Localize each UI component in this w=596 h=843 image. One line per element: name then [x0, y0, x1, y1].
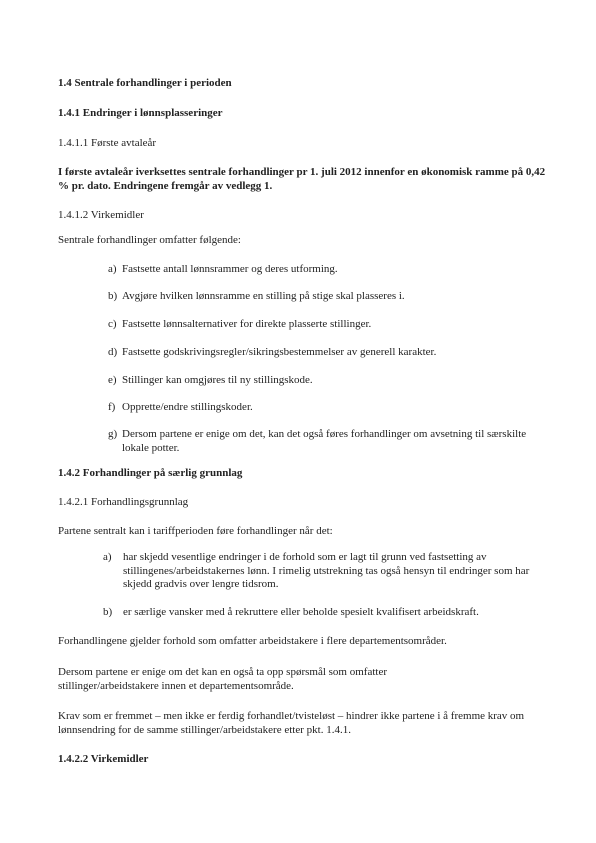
- list-item: [108, 346, 562, 360]
- list-item-text: Fastsette antall lønnsrammer og deres utforming.: [122, 263, 338, 275]
- list-item: [108, 290, 562, 304]
- heading-1-4-2: 1.4.2 Forhandlinger på særlig grunnlag: [58, 467, 243, 479]
- list-item-text: Fastsette godskrivingsregler/sikringsbestemmelser av generell karakter.: [122, 346, 437, 358]
- list-item-label: e): [108, 374, 117, 386]
- list-item-label: a): [108, 263, 117, 275]
- heading-1-4-2-1: 1.4.2.1 Forhandlingsgrunnlag: [58, 496, 189, 508]
- list-item: [108, 318, 562, 332]
- list-item-text: er særlige vansker med å rekruttere eller beholde spesielt kvalifisert arbeidskraft.: [123, 606, 479, 618]
- list-item: [108, 374, 562, 388]
- list-item-label: b): [103, 606, 113, 618]
- list-item-text: Avgjøre hvilken lønnsramme en stilling på stige skal plasseres i.: [122, 290, 405, 302]
- heading-1-4-2-2: 1.4.2.2 Virkemidler: [58, 753, 149, 765]
- list-item-label: f): [108, 401, 116, 413]
- paragraph-negotiations: Forhandlingene gjelder forhold som omfatter arbeidstakere i flere departementsområder.: [58, 635, 447, 647]
- list-item-label: b): [108, 290, 118, 302]
- list-item-text: har skjedd vesentlige endringer i de forhold som er lagt til grunn ved fastsetting av stillingenes/arbeidstakernes lønn. I rimelig utstrekning tas også hensyn til endringer som har skjedd gradvis over lengre tidsrom.: [123, 551, 530, 590]
- paragraph-agree: Dersom partene er enige om det kan en også ta opp spørsmål som omfatter stillinger/arbeidstakere innen et departementsområde.: [58, 666, 387, 692]
- list-item-label: g): [108, 428, 118, 440]
- list-item: [103, 606, 563, 620]
- paragraph-claims: Krav som er fremmet – men ikke er ferdig forhandlet/tvisteløst – hindrer ikke partene i å fremme krav om lønnsendring for de samme stillinger/arbeidstakere etter pkt. 1.4.1.: [58, 710, 525, 736]
- heading-1-4: 1.4 Sentrale forhandlinger i perioden: [58, 77, 232, 89]
- list-item-label: c): [108, 318, 117, 330]
- paragraph-central-intro: Sentrale forhandlinger omfatter følgende:: [58, 234, 241, 246]
- paragraph-first-year: I første avtaleår iverksettes sentrale forhandlinger pr 1. juli 2012 innenfor en økonomisk ramme på 0,42 % pr. dato. Endringene fremgår av vedlegg 1.: [58, 166, 546, 192]
- list-item-text: Dersom partene er enige om det, kan det også føres forhandlinger om avsetning til særskilte lokale potter.: [122, 428, 527, 454]
- list-item-text: Opprette/endre stillingskoder.: [122, 401, 253, 413]
- list-item: [108, 401, 562, 415]
- heading-1-4-1-1: 1.4.1.1 Første avtaleår: [58, 137, 157, 149]
- list-item-label: a): [103, 551, 112, 563]
- list-item-text: Fastsette lønnsalternativer for direkte plasserte stillinger.: [122, 318, 372, 330]
- list-item-text: Stillinger kan omgjøres til ny stillingskode.: [122, 374, 313, 386]
- list-item-label: d): [108, 346, 118, 358]
- paragraph-parties: Partene sentralt kan i tariffperioden føre forhandlinger når det:: [58, 525, 333, 537]
- list-item: [108, 428, 534, 455]
- list-item: [108, 263, 562, 277]
- heading-1-4-1: 1.4.1 Endringer i lønnsplasseringer: [58, 107, 223, 119]
- list-item: [103, 551, 545, 592]
- heading-1-4-1-2: 1.4.1.2 Virkemidler: [58, 209, 144, 221]
